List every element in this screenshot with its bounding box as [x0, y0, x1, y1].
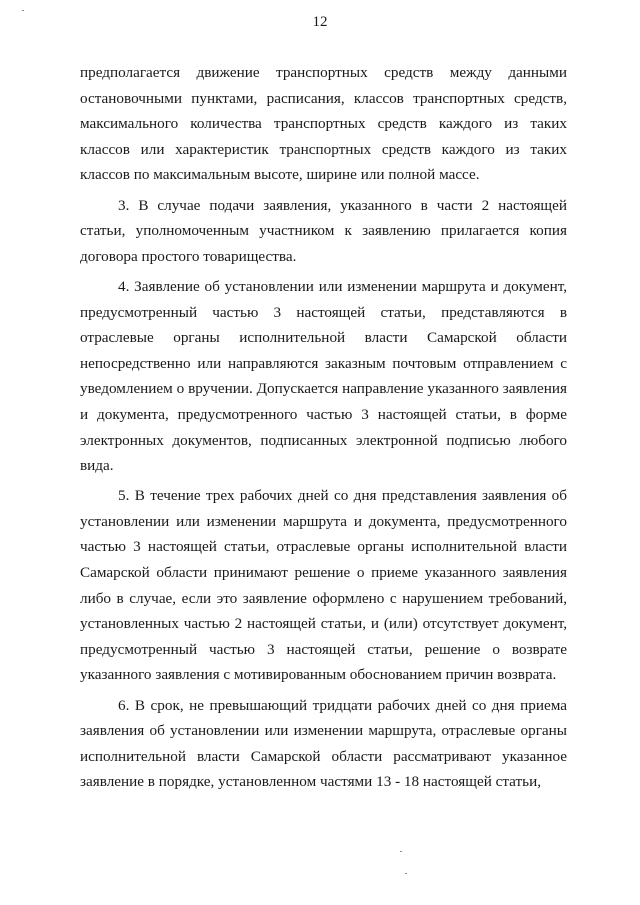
scan-speck	[22, 10, 24, 11]
paragraph-3: 3. В случае подачи заявления, указанного в части 2 настоящей статьи, уполномоченным участником к заявлению прилагается копия договора простого товарищества.	[80, 196, 567, 265]
scan-speck	[400, 851, 402, 852]
page-number: 12	[312, 14, 328, 30]
paragraph-5: 5. В течение трех рабочих дней со дня представления заявления об установлении или изменении маршрута и документа, предусмотренного частью 3 настоящей статьи, отраслевые органы исполнительной власти Самарской области принимают решение о приеме указанного заявления либо в случае, если это заявление оформлено с нарушением требований, установленных частью 2 настоящей статьи, и (или) отсутствует документ, предусмотренный частью 3 настоящей статьи, решение о возврате указанного заявления с мотивированным обоснованием причин возврата.	[80, 487, 567, 684]
document-body	[80, 60, 567, 800]
scan-speck	[405, 873, 407, 874]
paragraph-4: 4. Заявление об установлении или изменении маршрута и документ, предусмотренный частью 3 настоящей статьи, представляются в отраслевые органы исполнительной власти Самарской области непосредственно или направляются заказным почтовым отправлением с уведомлением о вручении. Допускается направление указанного заявления и документа, предусмотренного частью 3 настоящей статьи, в форме электронных документов, подписанных электронной подписью любого вида.	[80, 277, 567, 475]
paragraph-continuation: предполагается движение транспортных средств между данными остановочными пунктами, расписания, классов транспортных средств, максимального количества транспортных средств каждого из таких классов или характеристик транспортных средств каждого из таких классов по максимальным высоте, ширине или полной массе.	[80, 64, 567, 184]
paragraph-6: 6. В срок, не превышающий тридцати рабочих дней со дня приема заявления об установлении или изменении маршрута, отраслевые органы исполнительной власти Самарской области рассматривают указанное заявление в порядке, установленном частями 13 - 18 настоящей статьи,	[80, 696, 567, 791]
